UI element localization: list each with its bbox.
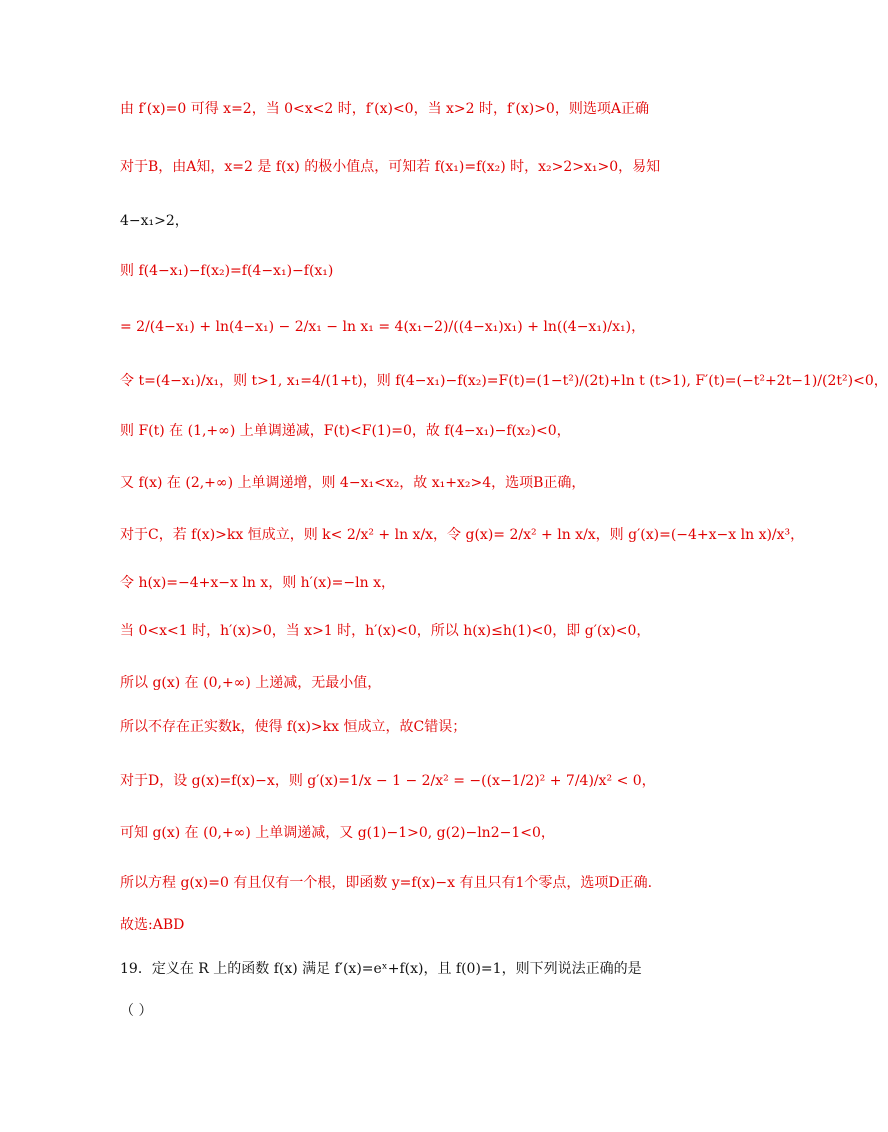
text-line: = 2/(4−x₁) + ln(4−x₁) − 2/x₁ − ln x₁ = 4(x₁−2)/((4−x₁)x₁) + ln((4−x₁)/x₁)， — [120, 319, 646, 335]
text-line: 4−x₁>2， — [120, 213, 189, 229]
text-line: 所以不存在正实数k，使得 f(x)>kx 恒成立，故C错误； — [120, 719, 467, 735]
text-line: 故选:ABD — [120, 917, 185, 933]
text-line: 由 f′(x)=0 可得 x=2，当 0<x<2 时，f′(x)<0，当 x>2 时，f′(x)>0，则选项A正确 — [120, 101, 649, 117]
text-line: 当 0<x<1 时，h′(x)>0，当 x>1 时，h′(x)<0，所以 h(x)≤h(1)<0，即 g′(x)<0， — [120, 623, 651, 639]
text-line: 又 f(x) 在 (2,+∞) 上单调递增，则 4−x₁<x₂，故 x₁+x₂>4，选项B正确， — [120, 475, 586, 491]
text-line: 对于D，设 g(x)=f(x)−x，则 g′(x)=1/x − 1 − 2/x² = −((x−1/2)² + 7/4)/x² < 0， — [120, 773, 656, 789]
text-line: 可知 g(x) 在 (0,+∞) 上单调递减，又 g(1)−1>0, g(2)−ln2−1<0， — [120, 825, 555, 841]
text-line: 则 f(4−x₁)−f(x₂)=f(4−x₁)−f(x₁) — [120, 263, 334, 279]
text-line: 则 F(t) 在 (1,+∞) 上单调递减，F(t)<F(1)=0，故 f(4−x₁)−f(x₂)<0， — [120, 423, 571, 439]
text-line: 19．定义在 R 上的函数 f(x) 满足 f′(x)=eˣ+f(x)，且 f(0)=1，则下列说法正确的是 — [120, 961, 642, 977]
text-line: 对于B，由A知，x=2 是 f(x) 的极小值点，可知若 f(x₁)=f(x₂) 时，x₂>2>x₁>0，易知 — [120, 159, 661, 175]
text-line: 所以 g(x) 在 (0,+∞) 上递减，无最小值， — [120, 675, 382, 691]
text-line: （ ） — [120, 1003, 153, 1019]
text-line: 令 h(x)=−4+x−x ln x，则 h′(x)=−ln x， — [120, 575, 395, 591]
text-line: 所以方程 g(x)=0 有且仅有一个根，即函数 y=f(x)−x 有且只有1个零点，选项D正确. — [120, 875, 653, 891]
text-line: 令 t=(4−x₁)/x₁，则 t>1, x₁=4/(1+t)，则 f(4−x₁)−f(x₂)=F(t)=(1−t²)/(2t)+ln t (t>1), F′(t)=(−t²+2t−1)/(2t²)<0， — [120, 373, 888, 389]
text-line: 对于C，若 f(x)>kx 恒成立，则 k< 2/x² + ln x/x，令 g(x)= 2/x² + ln x/x，则 g′(x)=(−4+x−x ln x)/x³， — [120, 527, 805, 543]
